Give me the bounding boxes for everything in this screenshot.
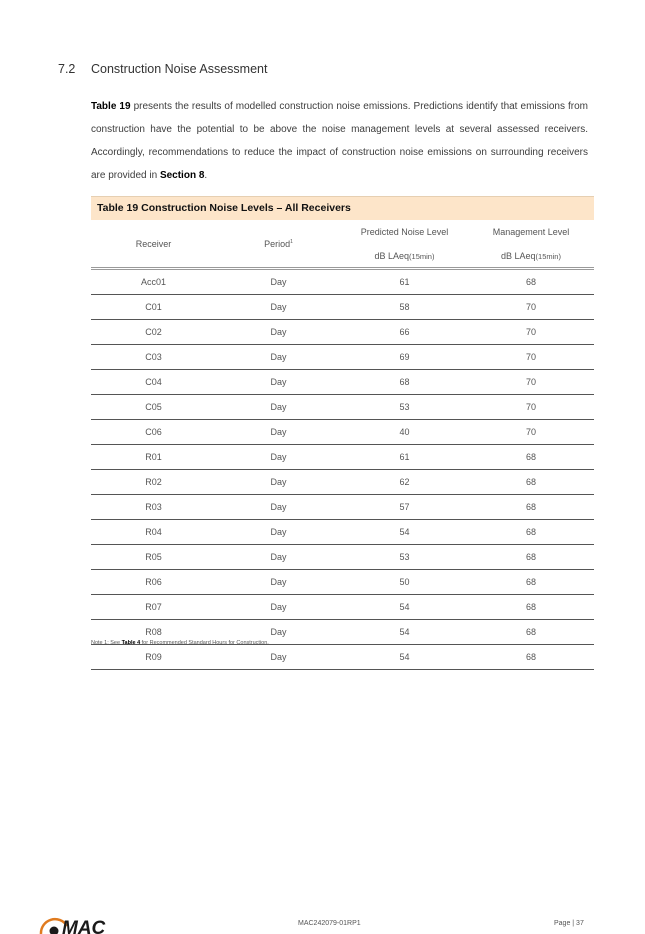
section-number: 7.2: [58, 62, 76, 76]
cell-period: Day: [216, 620, 341, 645]
cell-predicted: 66: [341, 320, 468, 345]
cell-management: 70: [468, 345, 594, 370]
document-reference: MAC242079-01RP1: [298, 920, 361, 927]
cell-receiver: Acc01: [91, 269, 216, 295]
section-heading: [58, 62, 267, 76]
cell-predicted: 57: [341, 495, 468, 520]
cell-period: Day: [216, 445, 341, 470]
cell-period: Day: [216, 570, 341, 595]
cell-predicted: 54: [341, 620, 468, 645]
logo-text: MAC: [62, 918, 106, 934]
cell-predicted: 40: [341, 420, 468, 445]
header-period: Period$^1$: [216, 220, 341, 269]
cell-management: 70: [468, 395, 594, 420]
table-caption: Table 19 Construction Noise Levels – All Receivers: [91, 196, 594, 220]
section-title: Construction Noise Assessment: [91, 62, 268, 76]
cell-management: 70: [468, 320, 594, 345]
cell-period: Day: [216, 269, 341, 295]
cell-management: 68: [468, 269, 594, 295]
cell-receiver: R06: [91, 570, 216, 595]
mac-logo: [38, 908, 128, 934]
cell-predicted: 53: [341, 395, 468, 420]
cell-period: Day: [216, 520, 341, 545]
noise-levels-table: [91, 196, 594, 670]
cell-management: 68: [468, 595, 594, 620]
table-reference-link: Table 19: [91, 101, 131, 112]
header-receiver: Receiver: [91, 220, 216, 269]
header-management: Management Level: [492, 227, 570, 237]
table-row: [91, 545, 594, 570]
cell-management: 68: [468, 570, 594, 595]
cell-period: Day: [216, 345, 341, 370]
header-predicted: Predicted Noise Level: [360, 227, 449, 237]
cell-predicted: 61: [341, 269, 468, 295]
cell-receiver: C02: [91, 320, 216, 345]
cell-period: Day: [216, 420, 341, 445]
cell-period: Day: [216, 320, 341, 345]
cell-period: Day: [216, 470, 341, 495]
cell-predicted: 54: [341, 645, 468, 670]
cell-predicted: 50: [341, 570, 468, 595]
cell-receiver: R03: [91, 495, 216, 520]
cell-management: 70: [468, 370, 594, 395]
table-row: [91, 445, 594, 470]
note-table-reference: Table 4: [121, 640, 141, 646]
cell-period: Day: [216, 645, 341, 670]
cell-receiver: R04: [91, 520, 216, 545]
cell-predicted: 69: [341, 345, 468, 370]
cell-receiver: C04: [91, 370, 216, 395]
table-row: [91, 470, 594, 495]
cell-period: Day: [216, 545, 341, 570]
cell-period: Day: [216, 595, 341, 620]
table-note: Note 1: See Table 4 for Recommended Standard Hours for Construction.: [91, 640, 269, 646]
cell-receiver: R02: [91, 470, 216, 495]
cell-period: Day: [216, 395, 341, 420]
table-row: [91, 370, 594, 395]
cell-predicted: 58: [341, 295, 468, 320]
table-row: [91, 595, 594, 620]
cell-predicted: 68: [341, 370, 468, 395]
header-management-unit: dB LAeq(15min): [468, 244, 594, 269]
table-row: [91, 645, 594, 670]
cell-receiver: C05: [91, 395, 216, 420]
cell-management: 68: [468, 520, 594, 545]
cell-period: Day: [216, 370, 341, 395]
cell-management: 68: [468, 495, 594, 520]
paragraph-text: presents the results of modelled construction noise emissions. Predictions identify that emissions from construction have the potential to be above the noise management levels at several assessed receivers. Accordingly, recommendations to reduce the impact of construction noise emissions on surrounding receivers are provided in: [91, 101, 588, 181]
cell-receiver: R05: [91, 545, 216, 570]
cell-management: 68: [468, 645, 594, 670]
table-row: [91, 345, 594, 370]
page-number: Page | 37: [554, 920, 584, 927]
cell-predicted: 54: [341, 595, 468, 620]
cell-receiver: R07: [91, 595, 216, 620]
table-row: [91, 420, 594, 445]
table-row: [91, 570, 594, 595]
cell-receiver: R08: [91, 620, 216, 645]
period-footnote-marker: 1: [290, 238, 293, 245]
header-predicted-unit: dB LAeq(15min): [341, 244, 468, 269]
cell-receiver: C03: [91, 345, 216, 370]
table-row: [91, 295, 594, 320]
intro-paragraph: [91, 95, 588, 187]
table-row: [91, 320, 594, 345]
cell-management: 68: [468, 545, 594, 570]
cell-predicted: 62: [341, 470, 468, 495]
cell-management: 68: [468, 470, 594, 495]
cell-management: 68: [468, 620, 594, 645]
cell-management: 70: [468, 295, 594, 320]
table-row: [91, 495, 594, 520]
table-row: [91, 395, 594, 420]
cell-period: Day: [216, 295, 341, 320]
cell-period: Day: [216, 495, 341, 520]
table-row: [91, 269, 594, 295]
cell-management: 70: [468, 420, 594, 445]
table-row: [91, 520, 594, 545]
paragraph-end: .: [204, 170, 208, 181]
cell-predicted: 53: [341, 545, 468, 570]
cell-receiver: R01: [91, 445, 216, 470]
cell-receiver: C06: [91, 420, 216, 445]
cell-predicted: 61: [341, 445, 468, 470]
cell-management: 68: [468, 445, 594, 470]
cell-predicted: 54: [341, 520, 468, 545]
section-reference-link: Section 8: [159, 170, 205, 181]
cell-receiver: C01: [91, 295, 216, 320]
cell-receiver: R09: [91, 645, 216, 670]
